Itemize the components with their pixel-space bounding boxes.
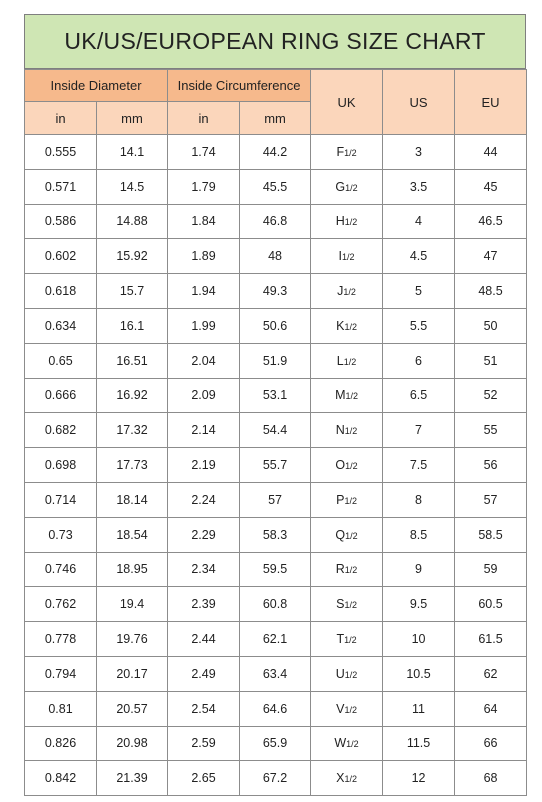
uk-size-letter: U [335,666,345,681]
header-diameter-in: in [25,102,97,135]
cell-diameter-mm: 20.98 [97,726,168,761]
cell-us-size: 12 [383,761,455,796]
cell-uk-size [311,274,383,309]
uk-size-letter: N [335,423,345,438]
uk-half-size-mark: 1/2 [345,530,358,541]
cell-eu-size: 48.5 [455,274,527,309]
table-row [25,343,527,378]
cell-uk-size [311,726,383,761]
uk-size-letter: K [336,318,345,333]
cell-uk-size [311,448,383,483]
uk-size-letter: J [337,284,344,299]
cell-us-size: 6.5 [383,378,455,413]
cell-circumference-mm: 50.6 [240,308,311,343]
cell-eu-size: 57 [455,482,527,517]
header-inside-circumference: Inside Circumference [168,70,311,102]
cell-circumference-in: 2.49 [168,656,240,691]
uk-half-size-mark: 1/2 [344,426,358,437]
cell-diameter-mm: 18.14 [97,482,168,517]
cell-circumference-mm: 46.8 [240,204,311,239]
uk-half-size-mark: 1/2 [342,252,355,263]
uk-half-size-mark: 1/2 [345,391,358,402]
cell-circumference-in: 2.39 [168,587,240,622]
cell-us-size: 3.5 [383,169,455,204]
table-row [25,378,527,413]
cell-circumference-mm: 55.7 [240,448,311,483]
table-row [25,169,527,204]
header-circumference-mm: mm [240,102,311,135]
cell-circumference-in: 1.84 [168,204,240,239]
uk-half-size-mark: 1/2 [346,739,359,750]
cell-diameter-in: 0.682 [25,413,97,448]
uk-half-size-mark: 1/2 [344,147,357,158]
cell-circumference-mm: 60.8 [240,587,311,622]
uk-half-size-mark: 1/2 [343,356,357,367]
table-row [25,135,527,170]
cell-diameter-mm: 14.5 [97,169,168,204]
cell-us-size: 10 [383,622,455,657]
cell-diameter-in: 0.65 [25,343,97,378]
uk-size-letter: T [336,632,345,647]
cell-eu-size: 64 [455,691,527,726]
cell-uk-size [311,552,383,587]
table-row [25,274,527,309]
cell-circumference-in: 2.59 [168,726,240,761]
uk-half-size-mark: 1/2 [345,182,358,193]
uk-half-size-mark: 1/2 [344,704,357,715]
cell-uk-size [311,587,383,622]
uk-size-letter: S [336,597,345,612]
cell-circumference-mm: 45.5 [240,169,311,204]
cell-circumference-in: 2.24 [168,482,240,517]
cell-diameter-in: 0.746 [25,552,97,587]
uk-size-letter: G [335,179,346,194]
cell-diameter-in: 0.555 [25,135,97,170]
cell-eu-size: 52 [455,378,527,413]
cell-eu-size: 61.5 [455,622,527,657]
cell-us-size: 9 [383,552,455,587]
cell-diameter-mm: 20.17 [97,656,168,691]
cell-circumference-in: 2.65 [168,761,240,796]
uk-half-size-mark: 1/2 [344,669,358,680]
cell-circumference-in: 2.34 [168,552,240,587]
ring-size-table [24,69,527,796]
cell-circumference-mm: 65.9 [240,726,311,761]
table-row [25,448,527,483]
cell-circumference-in: 1.89 [168,239,240,274]
cell-diameter-mm: 14.88 [97,204,168,239]
cell-circumference-mm: 54.4 [240,413,311,448]
cell-uk-size [311,622,383,657]
cell-diameter-in: 0.571 [25,169,97,204]
cell-diameter-in: 0.842 [25,761,97,796]
uk-half-size-mark: 1/2 [344,600,357,611]
header-uk: UK [311,70,383,135]
uk-size-letter: M [335,388,346,403]
cell-uk-size [311,169,383,204]
cell-diameter-mm: 15.7 [97,274,168,309]
cell-us-size: 4 [383,204,455,239]
cell-diameter-in: 0.618 [25,274,97,309]
cell-diameter-mm: 20.57 [97,691,168,726]
table-row [25,239,527,274]
cell-circumference-mm: 51.9 [240,343,311,378]
header-row-groups [25,70,527,102]
cell-us-size: 6 [383,343,455,378]
cell-circumference-in: 1.99 [168,308,240,343]
uk-half-size-mark: 1/2 [344,321,357,332]
cell-us-size: 9.5 [383,587,455,622]
header-circumference-in: in [168,102,240,135]
table-row [25,587,527,622]
cell-circumference-in: 1.94 [168,274,240,309]
cell-us-size: 3 [383,135,455,170]
uk-half-size-mark: 1/2 [344,635,357,646]
cell-us-size: 5 [383,274,455,309]
uk-size-letter: H [335,214,345,229]
cell-circumference-mm: 58.3 [240,517,311,552]
cell-eu-size: 56 [455,448,527,483]
cell-diameter-in: 0.602 [25,239,97,274]
cell-us-size: 8.5 [383,517,455,552]
cell-uk-size [311,761,383,796]
cell-eu-size: 50 [455,308,527,343]
cell-us-size: 4.5 [383,239,455,274]
cell-uk-size [311,691,383,726]
cell-diameter-in: 0.698 [25,448,97,483]
cell-circumference-mm: 44.2 [240,135,311,170]
ring-size-chart [24,14,526,796]
cell-uk-size [311,413,383,448]
uk-half-size-mark: 1/2 [344,217,358,228]
cell-diameter-in: 0.714 [25,482,97,517]
uk-size-letter: R [335,562,345,577]
uk-size-letter: F [336,144,345,159]
cell-diameter-mm: 15.92 [97,239,168,274]
uk-half-size-mark: 1/2 [344,565,358,576]
cell-eu-size: 59 [455,552,527,587]
uk-half-size-mark: 1/2 [344,495,357,506]
uk-half-size-mark: 1/2 [344,774,357,785]
uk-size-letter: V [336,701,345,716]
table-header [25,70,527,135]
cell-diameter-mm: 19.4 [97,587,168,622]
cell-eu-size: 46.5 [455,204,527,239]
cell-us-size: 7.5 [383,448,455,483]
cell-uk-size [311,308,383,343]
cell-uk-size [311,135,383,170]
cell-us-size: 5.5 [383,308,455,343]
cell-eu-size: 51 [455,343,527,378]
cell-diameter-in: 0.666 [25,378,97,413]
cell-diameter-in: 0.586 [25,204,97,239]
table-row [25,517,527,552]
cell-diameter-mm: 14.1 [97,135,168,170]
uk-size-letter: Q [335,527,346,542]
cell-eu-size: 58.5 [455,517,527,552]
cell-eu-size: 47 [455,239,527,274]
cell-circumference-in: 2.14 [168,413,240,448]
cell-uk-size [311,482,383,517]
cell-uk-size [311,239,383,274]
cell-circumference-mm: 57 [240,482,311,517]
table-row [25,204,527,239]
cell-circumference-mm: 67.2 [240,761,311,796]
cell-uk-size [311,204,383,239]
table-row [25,656,527,691]
cell-circumference-in: 1.74 [168,135,240,170]
cell-diameter-in: 0.73 [25,517,97,552]
cell-us-size: 11.5 [383,726,455,761]
uk-size-letter: I [338,249,343,264]
cell-us-size: 8 [383,482,455,517]
table-row [25,761,527,796]
cell-diameter-mm: 17.73 [97,448,168,483]
cell-diameter-mm: 16.92 [97,378,168,413]
uk-size-letter: P [336,492,345,507]
table-row [25,308,527,343]
table-body [25,135,527,796]
cell-eu-size: 60.5 [455,587,527,622]
cell-diameter-mm: 21.39 [97,761,168,796]
cell-eu-size: 44 [455,135,527,170]
chart-title: UK/US/EUROPEAN RING SIZE CHART [24,14,526,69]
cell-eu-size: 55 [455,413,527,448]
cell-uk-size [311,343,383,378]
cell-diameter-mm: 17.32 [97,413,168,448]
cell-diameter-in: 0.634 [25,308,97,343]
table-row [25,691,527,726]
cell-uk-size [311,517,383,552]
cell-circumference-mm: 62.1 [240,622,311,657]
cell-eu-size: 68 [455,761,527,796]
uk-size-letter: W [334,736,347,751]
uk-size-letter: O [335,458,346,473]
header-diameter-mm: mm [97,102,168,135]
table-row [25,726,527,761]
cell-uk-size [311,378,383,413]
cell-circumference-in: 1.79 [168,169,240,204]
cell-circumference-mm: 64.6 [240,691,311,726]
cell-diameter-mm: 18.95 [97,552,168,587]
header-inside-diameter: Inside Diameter [25,70,168,102]
cell-diameter-in: 0.762 [25,587,97,622]
cell-circumference-mm: 59.5 [240,552,311,587]
cell-us-size: 10.5 [383,656,455,691]
cell-circumference-in: 2.04 [168,343,240,378]
cell-diameter-mm: 19.76 [97,622,168,657]
uk-half-size-mark: 1/2 [343,287,356,298]
cell-eu-size: 66 [455,726,527,761]
cell-diameter-mm: 16.1 [97,308,168,343]
cell-circumference-mm: 63.4 [240,656,311,691]
header-us: US [383,70,455,135]
cell-circumference-mm: 53.1 [240,378,311,413]
cell-circumference-in: 2.44 [168,622,240,657]
cell-eu-size: 62 [455,656,527,691]
header-eu: EU [455,70,527,135]
cell-us-size: 11 [383,691,455,726]
cell-circumference-in: 2.29 [168,517,240,552]
table-row [25,413,527,448]
cell-diameter-in: 0.81 [25,691,97,726]
cell-circumference-mm: 49.3 [240,274,311,309]
table-row [25,552,527,587]
uk-size-letter: X [336,771,345,786]
cell-diameter-mm: 16.51 [97,343,168,378]
cell-diameter-in: 0.778 [25,622,97,657]
table-row [25,622,527,657]
uk-size-letter: L [336,353,344,368]
table-row [25,482,527,517]
cell-circumference-in: 2.19 [168,448,240,483]
uk-half-size-mark: 1/2 [345,461,358,472]
cell-diameter-mm: 18.54 [97,517,168,552]
cell-us-size: 7 [383,413,455,448]
cell-diameter-in: 0.826 [25,726,97,761]
cell-diameter-in: 0.794 [25,656,97,691]
cell-circumference-in: 2.54 [168,691,240,726]
cell-uk-size [311,656,383,691]
cell-circumference-in: 2.09 [168,378,240,413]
cell-circumference-mm: 48 [240,239,311,274]
cell-eu-size: 45 [455,169,527,204]
